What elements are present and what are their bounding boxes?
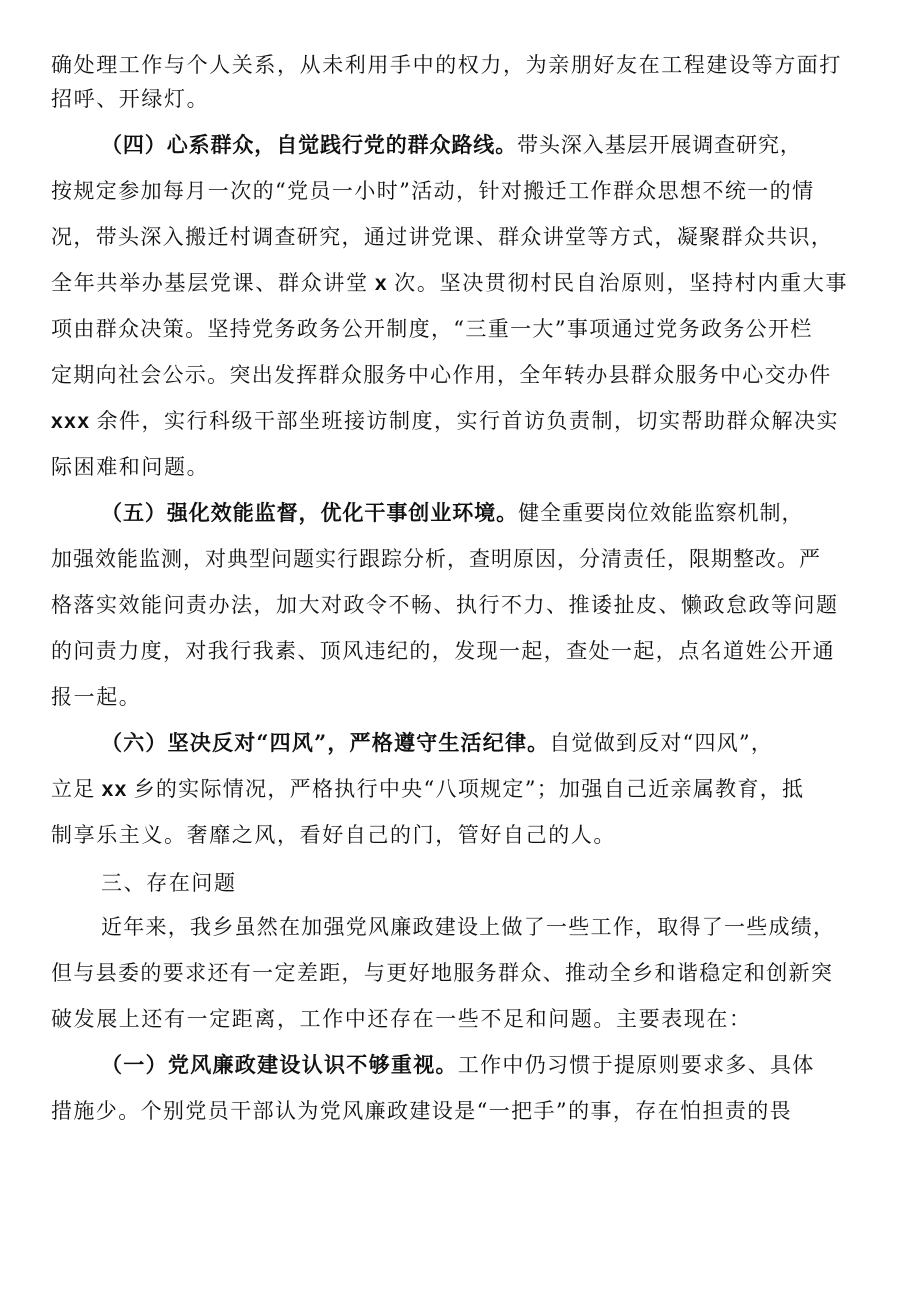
placeholder-name: xx [101,778,128,801]
paragraph-line: 加强效能监测，对典型问题实行跟踪分析，查明原因，分清责任，限期整改。严 [51,547,821,571]
paragraph-line: 按规定参加每月一次的“党员一小时”活动，针对搬迁工作群众思想不统一的情 [51,179,815,203]
paragraph-line: 况，带头深入搬迁村调查研究，通过讲党课、群众讲堂等方式，凝聚群众共识， [51,225,834,249]
paragraph-line [51,774,804,805]
paragraph-text: 全年共举办基层党课、群众讲堂 [51,271,369,295]
section-heading-five: （五）强化效能监督，优化干事创业环境。 [101,500,519,525]
section-heading-six: （六）坚决反对“四风”，严格遵守生活纪律。 [101,730,550,755]
paragraph-line: 破发展上还有一定距离，工作中还存在一些不足和问题。主要表现在： [51,1007,752,1031]
paragraph-text: 次。坚决贯彻村民自治原则，坚持村内重大事 [394,271,849,295]
paragraph-line [51,268,848,299]
paragraph-line: 但与县委的要求还有一定差距，与更好地服务群众、推动全乡和谐稳定和创新突 [51,961,834,985]
paragraph-text: 自觉做到反对“四风”， [549,731,774,755]
paragraph-line: 招呼、开绿灯。 [51,87,210,111]
placeholder-count: xxx [51,410,91,433]
paragraph-line [101,498,803,528]
section-heading-four: （四）心系群众，自觉践行党的群众路线。 [101,132,518,157]
paragraph-line [101,728,773,758]
paragraph-line: 报一起。 [51,685,142,709]
paragraph-text: 健全重要岗位效能监察机制， [518,501,804,525]
paragraph-line: 格落实效能问责办法，加大对政令不畅、执行不力、推诿扯皮、懒政怠政等问题 [51,593,839,617]
paragraph-line: 制享乐主义。奢靡之风，看好自己的门，管好自己的人。 [51,823,616,847]
paragraph-text: 余件，实行科级干部坐班接访制度，实行首访负责制，切实帮助群众解决实 [96,409,840,433]
paragraph-line: 近年来，我乡虽然在加强党风廉政建设上做了一些工作，取得了一些成绩， [101,915,836,939]
paragraph-line: 定期向社会公示。突出发挥群众服务中心作用，全年转办县群众服务中心交办件 [51,363,832,387]
paragraph-line: 际困难和问题。 [51,455,210,479]
section-heading-one: （一）党风廉政建设认识不够重视。 [101,1052,458,1077]
placeholder-count: x [374,272,389,295]
paragraph-line [51,406,839,437]
paragraph-line: 项由群众决策。坚持党务政务公开制度，“三重一大”事项通过党务政务公开栏 [51,317,813,341]
paragraph-text: 带头深入基层开展调查研究， [517,133,802,157]
paragraph-text: 立足 [51,777,96,801]
paragraph-text: 乡的实际情况，严格执行中央“八项规定”；加强自己近亲属教育，抵 [133,777,805,801]
paragraph-line: 措施少。个别党员干部认为党风廉政建设是“一把手”的事，存在怕担责的畏 [51,1099,793,1123]
paragraph-text: 工作中仍习惯于提原则要求多、具体 [457,1053,815,1077]
paragraph-line [101,1050,815,1080]
chapter-heading: 三、存在问题 [101,871,237,895]
paragraph-line [101,130,802,160]
paragraph-line: 的问责力度，对我行我素、顶风违纪的，发现一起，查处一起，点名道姓公开通 [51,639,835,663]
paragraph-line: 确处理工作与个人关系，从未利用手中的权力，为亲朋好友在工程建设等方面打 [51,53,842,77]
